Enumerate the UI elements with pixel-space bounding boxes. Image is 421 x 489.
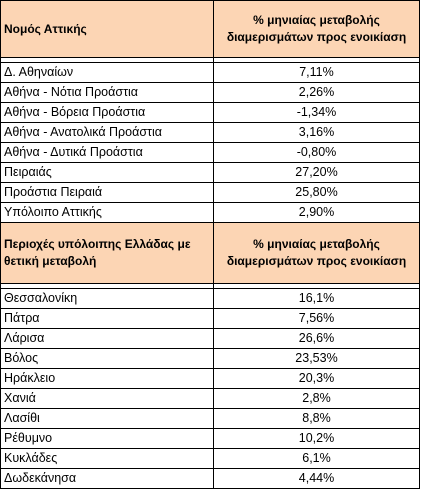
rest-change-cell: 2,8% bbox=[214, 389, 420, 409]
rest-header-area: Περιοχές υπόλοιπης Ελλάδας με θετική μεταβολή bbox=[1, 223, 214, 284]
attica-row bbox=[1, 103, 420, 123]
rest-area-cell: Δωδεκάνησα bbox=[1, 469, 214, 489]
attica-area-cell: Δ. Αθηναίων bbox=[1, 63, 214, 83]
attica-row bbox=[1, 183, 420, 203]
attica-change-cell: 7,11% bbox=[214, 63, 420, 83]
rest-change-cell: 8,8% bbox=[214, 409, 420, 429]
attica-area-cell: Υπόλοιπο Αττικής bbox=[1, 203, 214, 223]
attica-change-cell: 27,20% bbox=[214, 163, 420, 183]
attica-row bbox=[1, 63, 420, 83]
attica-row bbox=[1, 143, 420, 163]
rest-row bbox=[1, 309, 420, 329]
rest-area-cell: Λασίθι bbox=[1, 409, 214, 429]
rest-change-cell: 16,1% bbox=[214, 289, 420, 309]
rest-area-cell: Ρέθυμνο bbox=[1, 429, 214, 449]
attica-header-area: Νομός Αττικής bbox=[1, 1, 214, 58]
attica-area-cell: Αθήνα - Δυτικά Προάστια bbox=[1, 143, 214, 163]
rest-row bbox=[1, 329, 420, 349]
rest-row bbox=[1, 369, 420, 389]
attica-change-cell: 2,90% bbox=[214, 203, 420, 223]
rest-change-cell: 6,1% bbox=[214, 449, 420, 469]
rest-change-cell: 7,56% bbox=[214, 309, 420, 329]
rest-row bbox=[1, 389, 420, 409]
rest-change-cell: 4,44% bbox=[214, 469, 420, 489]
attica-area-cell: Αθήνα - Ανατολικά Προάστια bbox=[1, 123, 214, 143]
attica-change-cell: -1,34% bbox=[214, 103, 420, 123]
rent-change-table-body bbox=[1, 1, 420, 489]
rest-change-cell: 23,53% bbox=[214, 349, 420, 369]
rest-area-cell: Ηράκλειο bbox=[1, 369, 214, 389]
rest-row bbox=[1, 409, 420, 429]
rest-header-row bbox=[1, 223, 420, 284]
rest-header-change: % μηνιαίας μεταβολής διαμερισμάτων προς ενοικίαση bbox=[214, 223, 420, 284]
attica-row bbox=[1, 123, 420, 143]
rest-area-cell: Πάτρα bbox=[1, 309, 214, 329]
attica-row bbox=[1, 163, 420, 183]
attica-change-cell: 25,80% bbox=[214, 183, 420, 203]
attica-header-change: % μηνιαίας μεταβολής διαμερισμάτων προς ενοικίαση bbox=[214, 1, 420, 58]
rest-row bbox=[1, 429, 420, 449]
attica-change-cell: -0,80% bbox=[214, 143, 420, 163]
attica-area-cell: Προάστια Πειραιά bbox=[1, 183, 214, 203]
rest-row bbox=[1, 289, 420, 309]
rest-change-cell: 26,6% bbox=[214, 329, 420, 349]
attica-change-cell: 3,16% bbox=[214, 123, 420, 143]
rest-area-cell: Βόλος bbox=[1, 349, 214, 369]
rest-row bbox=[1, 449, 420, 469]
attica-change-cell: 2,26% bbox=[214, 83, 420, 103]
attica-row bbox=[1, 203, 420, 223]
attica-header-row bbox=[1, 1, 420, 58]
rest-change-cell: 20,3% bbox=[214, 369, 420, 389]
rest-area-cell: Χανιά bbox=[1, 389, 214, 409]
rest-row bbox=[1, 349, 420, 369]
rest-area-cell: Λάρισα bbox=[1, 329, 214, 349]
attica-row bbox=[1, 83, 420, 103]
rest-area-cell: Κυκλάδες bbox=[1, 449, 214, 469]
attica-area-cell: Αθήνα - Βόρεια Προάστια bbox=[1, 103, 214, 123]
attica-area-cell: Πειραιάς bbox=[1, 163, 214, 183]
attica-area-cell: Αθήνα - Νότια Προάστια bbox=[1, 83, 214, 103]
rest-change-cell: 10,2% bbox=[214, 429, 420, 449]
rest-area-cell: Θεσσαλονίκη bbox=[1, 289, 214, 309]
